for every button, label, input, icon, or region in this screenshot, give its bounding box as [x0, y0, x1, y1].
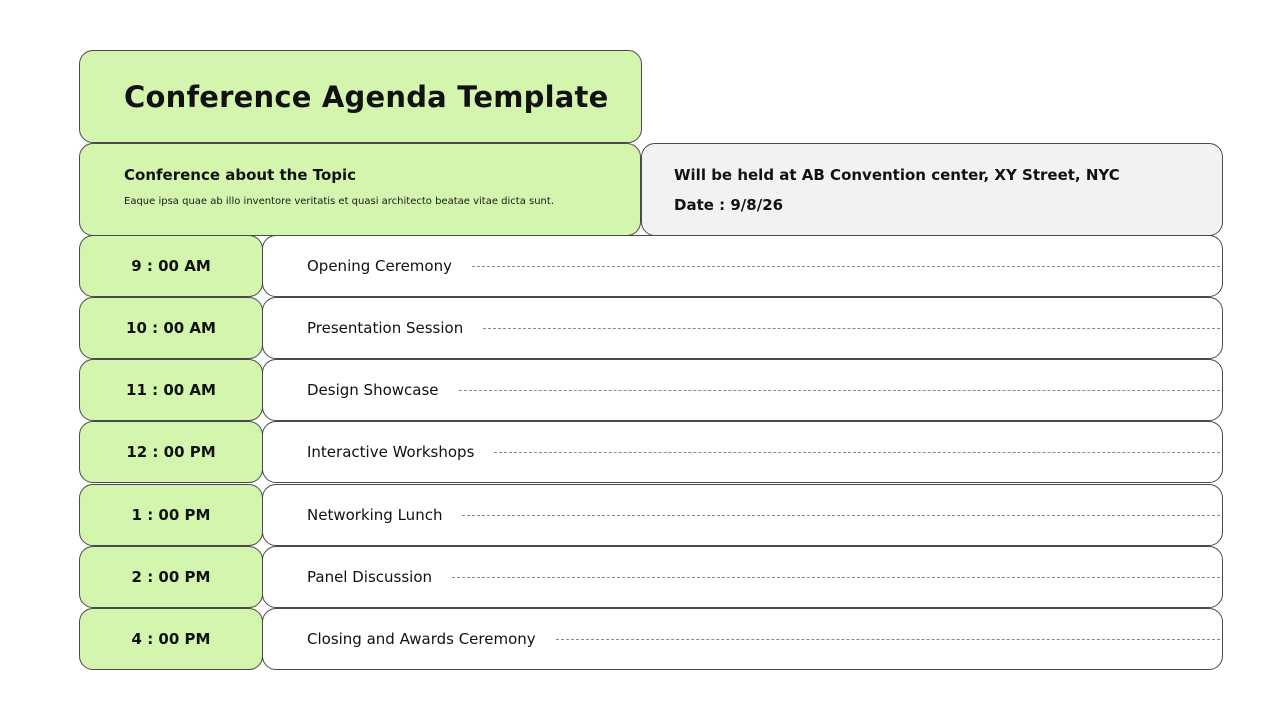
- agenda-event-cell: [262, 608, 1223, 670]
- agenda-time: 4 : 00 PM: [131, 630, 211, 648]
- title-panel: [79, 50, 642, 143]
- agenda-time-cell: [79, 359, 263, 421]
- agenda-event-cell: [262, 421, 1223, 483]
- agenda-event: Presentation Session: [307, 319, 464, 337]
- venue-location: Will be held at AB Convention center, XY Street, NYC: [674, 166, 1120, 184]
- dashed-leader-line: [462, 515, 1220, 516]
- agenda-time: 10 : 00 AM: [126, 319, 216, 337]
- agenda-time-cell: [79, 297, 263, 359]
- agenda-event-cell: [262, 484, 1223, 546]
- agenda-time: 9 : 00 AM: [131, 257, 211, 275]
- agenda-time: 11 : 00 AM: [126, 381, 216, 399]
- agenda-time: 1 : 00 PM: [131, 506, 211, 524]
- event-date: Date : 9/8/26: [674, 196, 784, 214]
- agenda-event: Panel Discussion: [307, 568, 433, 586]
- agenda-time-cell: [79, 235, 263, 297]
- agenda-event: Opening Ceremony: [307, 257, 452, 275]
- dashed-leader-line: [494, 452, 1220, 453]
- agenda-event: Interactive Workshops: [307, 443, 475, 461]
- agenda-time: 12 : 00 PM: [126, 443, 216, 461]
- agenda-event-cell: [262, 297, 1223, 359]
- agenda-time-cell: [79, 608, 263, 670]
- agenda-event-cell: [262, 235, 1223, 297]
- agenda-event-cell: [262, 359, 1223, 421]
- agenda-event: Closing and Awards Ceremony: [307, 630, 536, 648]
- topic-title: Conference about the Topic: [124, 166, 357, 184]
- topic-panel: [79, 143, 641, 236]
- topic-description: Eaque ipsa quae ab illo inventore veritatis et quasi architecto beatae vitae dicta sunt.: [124, 196, 554, 207]
- agenda-time: 2 : 00 PM: [131, 568, 211, 586]
- venue-panel: [641, 143, 1223, 236]
- dashed-leader-line: [556, 639, 1220, 640]
- dashed-leader-line: [483, 328, 1220, 329]
- dashed-leader-line: [459, 390, 1220, 391]
- agenda-event-cell: [262, 546, 1223, 608]
- agenda-time-cell: [79, 421, 263, 483]
- dashed-leader-line: [452, 577, 1220, 578]
- page-title: Conference Agenda Template: [124, 79, 609, 114]
- agenda-time-cell: [79, 546, 263, 608]
- dashed-leader-line: [472, 266, 1220, 267]
- agenda-event: Networking Lunch: [307, 506, 443, 524]
- agenda-time-cell: [79, 484, 263, 546]
- agenda-event: Design Showcase: [307, 381, 439, 399]
